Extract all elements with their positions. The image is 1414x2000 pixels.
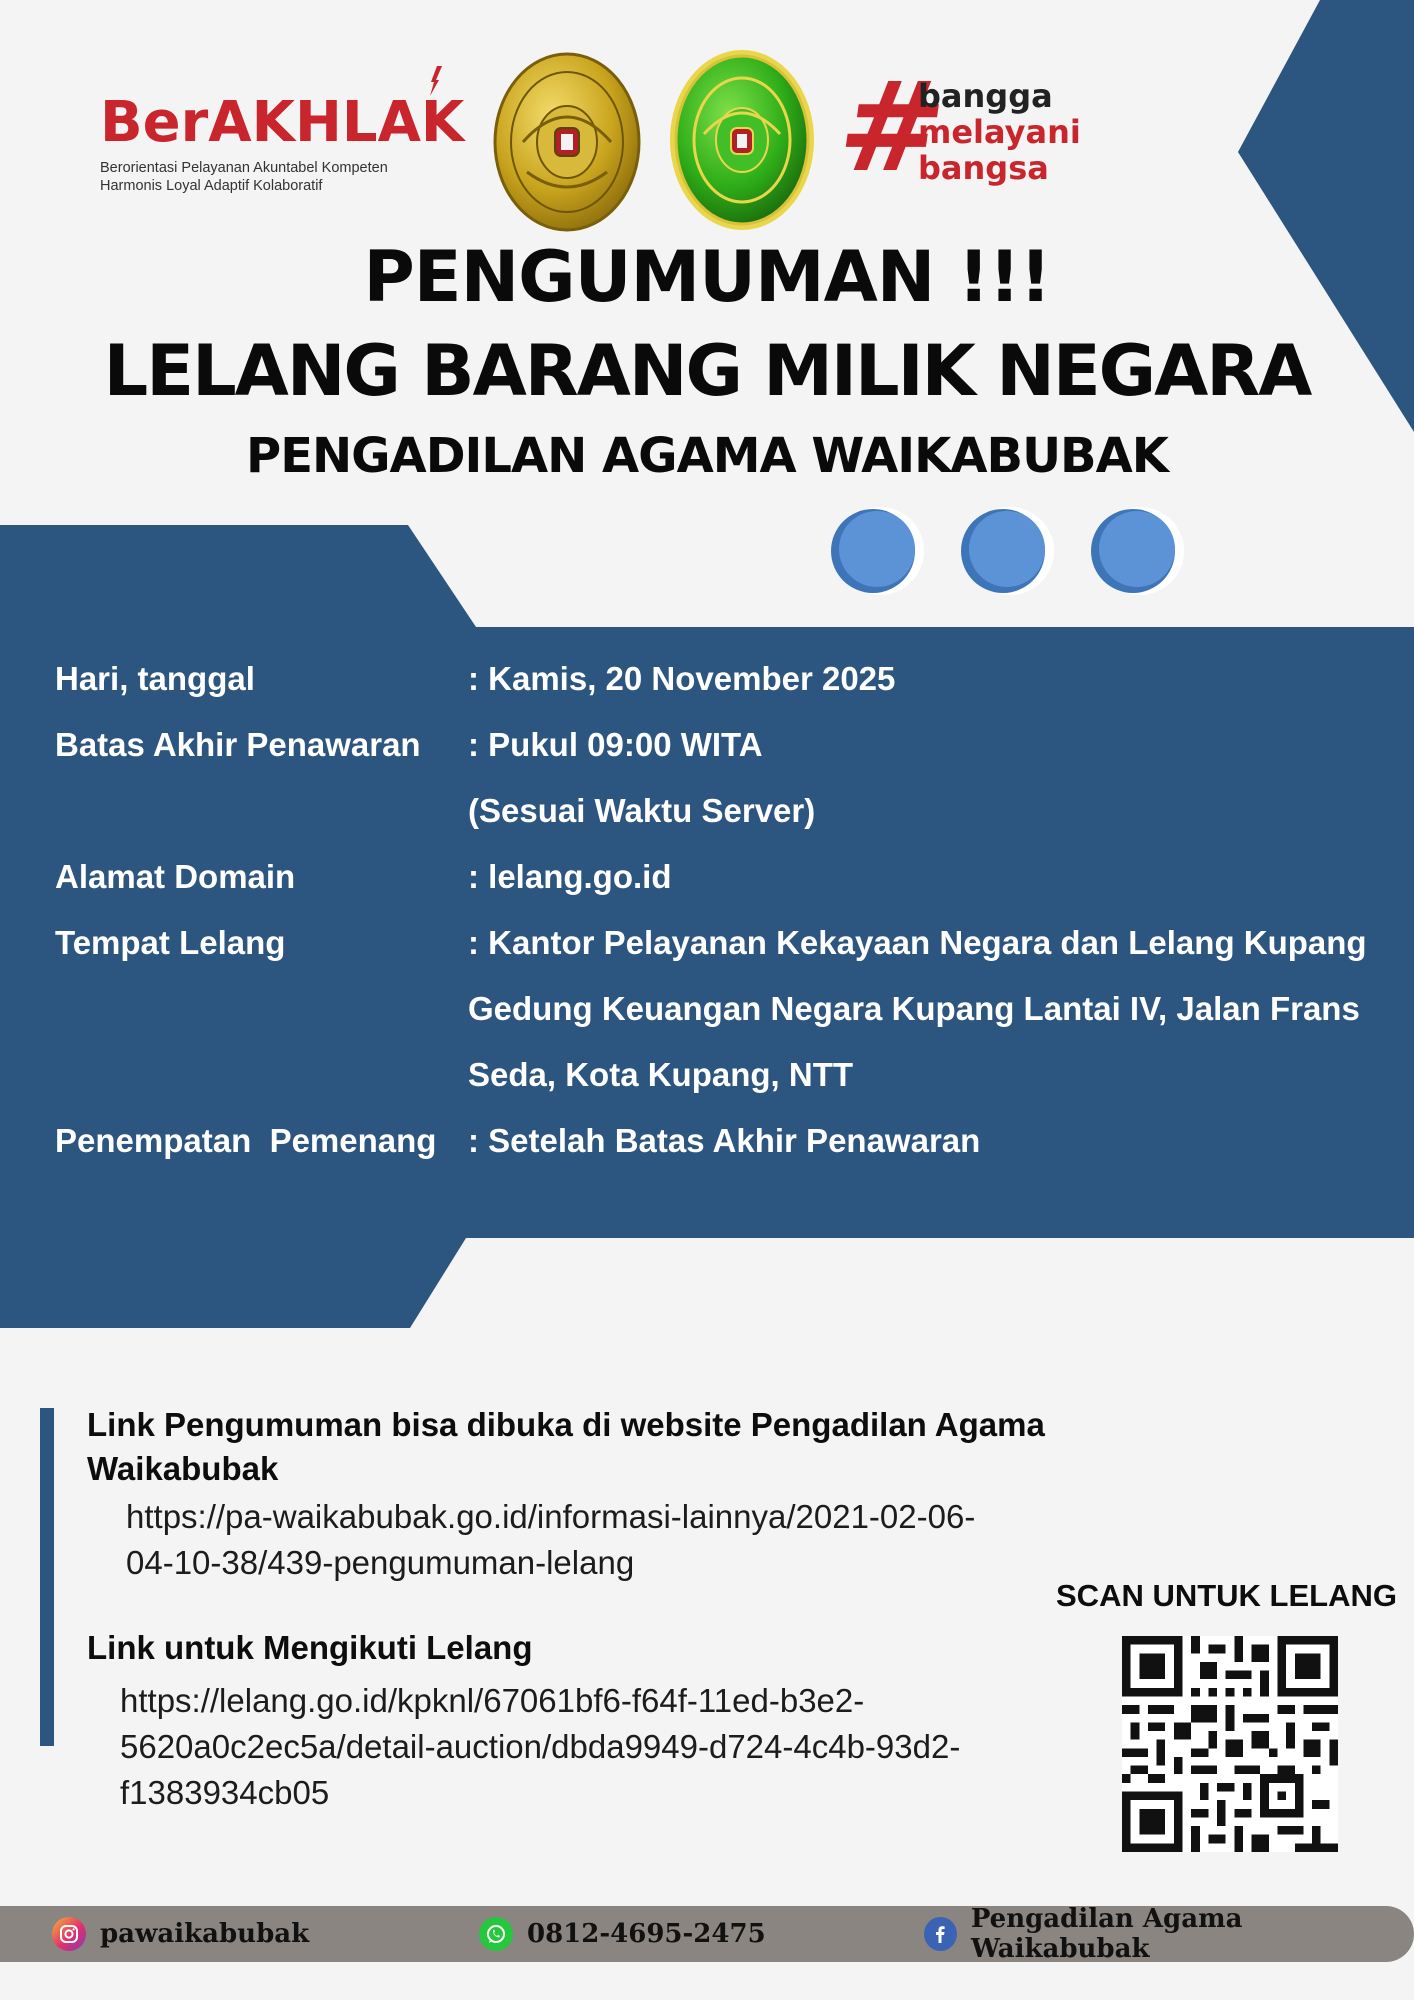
footer-instagram[interactable] [52,1908,309,1960]
info-row-place [55,919,1385,985]
info-label [55,787,468,853]
auction-info [55,655,1385,1183]
hashtag-icon: # [829,56,955,200]
info-row-deadline-note [55,787,1385,853]
auction-url-line2[interactable]: 5620a0c2ec5a/detail-auction/dbda9949-d724-4c4b-93d2- [120,1728,961,1765]
info-value: Seda, Kota Kupang, NTT [468,1056,854,1093]
info-label: Batas Akhir Penawaran [55,726,421,763]
mahkamah-agung-seal-icon [493,52,641,232]
facebook-icon [924,1917,957,1951]
whatsapp-number[interactable]: 0812-4695-2475 [527,1919,766,1949]
footer-facebook[interactable] [924,1904,1414,1964]
info-value: : Setelah Batas Akhir Penawaran [468,1122,981,1159]
announcement-link-heading-line2: Waikabubak [87,1450,279,1487]
auction-url-line1[interactable]: https://lelang.go.id/kpknl/67061bf6-f64f-11ed-b3e2- [120,1682,865,1719]
announcement-link-url[interactable] [126,1494,975,1586]
announcement-url-line2[interactable]: 04-10-38/439-pengumuman-lelang [126,1544,635,1581]
info-value: : Kamis, 20 November 2025 [468,660,896,697]
info-label: Penempatan Pemenang [55,1122,437,1159]
berakhlak-title: BerAKHLAK [100,90,465,155]
auction-link-url[interactable] [120,1678,960,1816]
info-row-place-city [55,1051,1385,1117]
info-label [55,1051,468,1117]
info-value: Gedung Keuangan Negara Kupang Lantai IV, Jalan Frans [468,990,1360,1027]
info-value: (Sesuai Waktu Server) [468,792,816,829]
info-label: Alamat Domain [55,858,296,895]
info-value: : lelang.go.id [468,858,672,895]
pengadilan-agama-seal-icon [668,48,816,232]
auction-link-heading: Link untuk Mengikuti Lelang [87,1629,533,1666]
footer-whatsapp[interactable] [479,1908,766,1960]
bangga-word: bangga [918,77,1053,115]
scan-label: SCAN UNTUK LELANG [1056,1578,1397,1613]
qr-code-icon[interactable] [1122,1636,1338,1852]
info-row-domain [55,853,1385,919]
berakhlak-tagline [100,159,440,195]
berakhlak-accent-icon [430,66,442,96]
auction-title: LELANG BARANG MILIK NEGARA [103,330,1311,412]
whatsapp-icon [479,1917,513,1951]
info-label: Hari, tanggal [55,660,255,697]
instagram-icon [52,1917,86,1951]
instagram-handle[interactable]: pawaikabubak [100,1919,310,1949]
info-value: : Kantor Pelayanan Kekayaan Negara dan Lelang Kupang [468,924,1367,961]
announcement-url-line1[interactable]: https://pa-waikabubak.go.id/informasi-lainnya/2021-02-06- [126,1498,976,1535]
info-row-place-address [55,985,1385,1051]
info-row-winner [55,1117,1385,1183]
berakhlak-logo [100,90,465,195]
melayani-word: melayani [918,113,1081,151]
facebook-page[interactable]: Pengadilan Agama Waikabubak [970,1904,1243,1964]
info-label: Tempat Lelang [55,924,286,961]
announcement-link-heading-line1: Link Pengumuman bisa dibuka di website Pengadilan Agama [87,1406,1045,1443]
berakhlak-tagline-line1: Berorientasi Pelayanan Akuntabel Kompeten [100,160,388,176]
links-accent-bar [40,1408,54,1746]
bangsa-word: bangsa [918,149,1049,187]
info-row-date [55,655,1385,721]
court-name-title: PENGADILAN AGAMA WAIKABUBAK [246,428,1168,484]
info-value: : Pukul 09:00 WITA [468,726,763,763]
berakhlak-tagline-line2: Harmonis Loyal Adaptif Kolaboratif [100,178,323,194]
announcement-link-heading [87,1403,1087,1491]
info-row-deadline [55,721,1385,787]
announcement-title: PENGUMUMAN !!! [363,236,1051,318]
auction-url-line3[interactable]: f1383934cb05 [120,1774,330,1811]
info-label [55,985,468,1051]
